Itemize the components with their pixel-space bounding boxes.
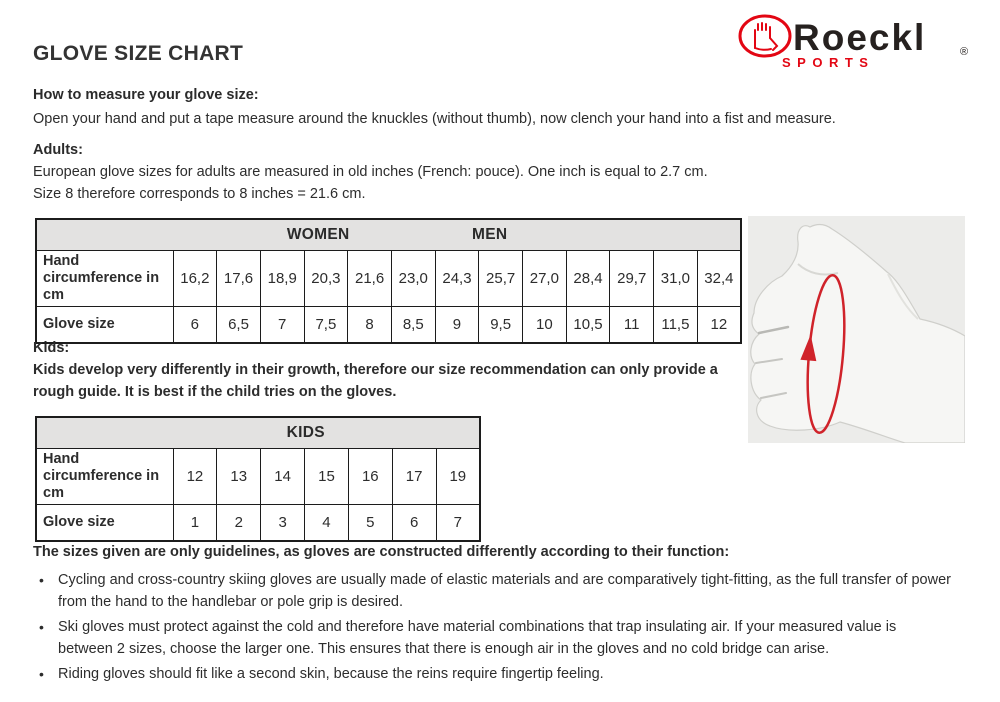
glove-size-cell: 12 <box>697 306 741 343</box>
glove-size-cell: 7 <box>260 306 304 343</box>
circumference-cell: 16,2 <box>173 250 217 306</box>
glove-size-cell: 11,5 <box>654 306 698 343</box>
adults-group-header-row <box>36 219 741 250</box>
glove-size-cell: 7 <box>436 504 480 541</box>
men-header: MEN <box>472 225 508 243</box>
circumference-cell: 27,0 <box>523 250 567 306</box>
kids-group-header-row <box>36 417 480 448</box>
circumference-cell: 28,4 <box>566 250 610 306</box>
intro-body: Open your hand and put a tape measure around the knuckles (without thumb), now clench your hand into a fist and measure. <box>33 111 836 127</box>
kids-circumference-label: Hand circumference in cm <box>36 448 173 504</box>
glove-size-cell: 4 <box>305 504 349 541</box>
circumference-cell: 15 <box>305 448 349 504</box>
glove-size-cell: 9 <box>435 306 479 343</box>
circumference-cell: 20,3 <box>304 250 348 306</box>
guidelines-section <box>33 541 963 690</box>
glove-size-cell: 11 <box>610 306 654 343</box>
intro-section <box>33 84 836 130</box>
circumference-cell: 17 <box>392 448 436 504</box>
glove-size-cell: 7,5 <box>304 306 348 343</box>
circumference-cell: 19 <box>436 448 480 504</box>
logo-sports-text: SPORTS <box>782 55 875 70</box>
adults-line1: European glove sizes for adults are measured in old inches (French: pouce). One inch is equal to 2.7 cm. <box>33 164 708 180</box>
circumference-cell: 17,6 <box>217 250 261 306</box>
kids-size-table <box>35 416 481 542</box>
circumference-cell: 23,0 <box>391 250 435 306</box>
logo-registered-mark: ® <box>960 46 969 58</box>
women-header: WOMEN <box>286 225 350 243</box>
kids-section <box>33 337 733 403</box>
kids-glove-size-label: Glove size <box>36 504 173 541</box>
adults-section <box>33 139 708 205</box>
circumference-cell: 29,7 <box>610 250 654 306</box>
circumference-cell: 32,4 <box>697 250 741 306</box>
roeckl-hand-icon <box>755 23 777 50</box>
list-item: • Cycling and cross-country skiing gloves are usually made of elastic materials and are comparatively tight-fitting, as the full transfer of power from the hand to the handlebar or pole grip is desired. <box>33 570 953 613</box>
roeckl-logo-graphic <box>738 12 978 72</box>
adults-glove-size-label: Glove size <box>36 306 173 343</box>
page-title: GLOVE SIZE CHART <box>33 42 244 65</box>
logo-brand-text: Roeckl <box>793 17 927 58</box>
circumference-cell: 21,6 <box>348 250 392 306</box>
glove-size-cell: 6 <box>392 504 436 541</box>
adults-circumference-row <box>36 250 741 306</box>
glove-size-cell: 6,5 <box>217 306 261 343</box>
kids-body: Kids develop very differently in their growth, therefore our size recommendation can only provide a rough guide. It is best if the child tries on the gloves. <box>33 362 718 400</box>
list-item: • Riding gloves should fit like a second skin, because the reins require fingertip feeling. <box>33 664 953 686</box>
circumference-cell: 25,7 <box>479 250 523 306</box>
glove-size-cell: 6 <box>173 306 217 343</box>
guidelines-list <box>33 570 953 686</box>
glove-size-cell: 8,5 <box>391 306 435 343</box>
glove-size-cell: 2 <box>217 504 261 541</box>
adults-group-header-cell <box>36 219 741 250</box>
hand-measurement-figure <box>748 216 965 443</box>
adults-size-table <box>35 218 742 344</box>
adults-circumference-label: Hand circumference in cm <box>36 250 173 306</box>
glove-size-cell: 3 <box>261 504 305 541</box>
glove-size-cell: 10,5 <box>566 306 610 343</box>
kids-glove-size-row <box>36 504 480 541</box>
circumference-cell: 14 <box>261 448 305 504</box>
kids-circumference-row <box>36 448 480 504</box>
circumference-cell: 18,9 <box>260 250 304 306</box>
circumference-cell: 16 <box>348 448 392 504</box>
glove-size-cell: 9,5 <box>479 306 523 343</box>
kids-group-header-cell <box>36 417 480 448</box>
adults-heading: Adults: <box>33 142 83 158</box>
glove-size-cell: 1 <box>173 504 217 541</box>
kids-header: KIDS <box>286 423 325 441</box>
fist-photo-illustration <box>748 216 965 443</box>
glove-size-cell: 10 <box>523 306 567 343</box>
roeckl-sports-logo <box>738 12 978 72</box>
glove-size-cell: 5 <box>348 504 392 541</box>
list-item: • Ski gloves must protect against the cold and therefore have material combinations that trap insulating air. If your measured value is between 2 sizes, choose the larger one. This ensures that there is enough air in the gloves and no cold bridge can arise. <box>33 617 953 660</box>
guidelines-heading: The sizes given are only guidelines, as gloves are constructed differently according to their function: <box>33 544 730 560</box>
circumference-cell: 24,3 <box>435 250 479 306</box>
circumference-cell: 12 <box>173 448 217 504</box>
kids-heading: Kids: <box>33 340 70 356</box>
adults-line2: Size 8 therefore corresponds to 8 inches = 21.6 cm. <box>33 186 366 202</box>
circumference-cell: 31,0 <box>654 250 698 306</box>
glove-size-cell: 8 <box>348 306 392 343</box>
intro-heading: How to measure your glove size: <box>33 87 259 103</box>
circumference-cell: 13 <box>217 448 261 504</box>
